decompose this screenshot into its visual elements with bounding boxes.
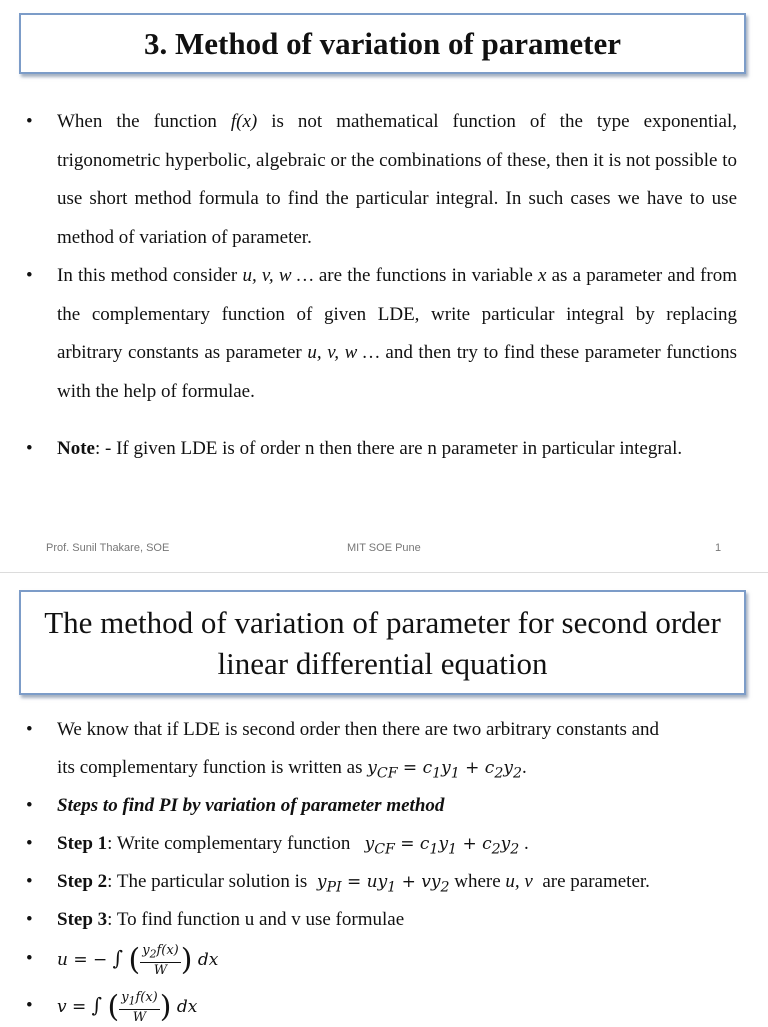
bullet-second-order-line1: • We know that if LDE is second order then there are two arbitrary constants and bbox=[0, 711, 768, 749]
spacer bbox=[0, 411, 768, 430]
bullet-dot: • bbox=[26, 909, 33, 930]
bullet-step-2: • Step 2: The particular solution is $y_{PI} = uy_1 + vy_2$ where u, v are parameter. bbox=[0, 863, 768, 901]
bullet-step-1: • Step 1: Write complementary function $y_{CF} = c_1y_1 + c_2y_2$ . bbox=[0, 825, 768, 863]
bullet-dot: • bbox=[26, 265, 33, 286]
bullet-steps-heading: • Steps to find PI by variation of parameter method bbox=[0, 787, 768, 825]
slide-2-bullet-list bbox=[0, 711, 768, 1025]
slide-1-bullet-list bbox=[0, 103, 768, 469]
bullet-function-type: • When the function f(x) is not mathematical function of the type exponential, trigonometric hyperbolic, algebraic or the combinations of these, then it is not possible to use short method formula to find the particular integral. In such cases we have to use method of variation of parameter. bbox=[0, 103, 768, 257]
slide-1-title: 3. Method of variation of parameter bbox=[144, 25, 621, 61]
bullet-method-description: • In this method consider u, v, w … are the functions in variable x as a parameter and from the complementary function of given LDE, write particular integral by replacing arbitrary constants as parameter u, v, w … and then try to find these parameter functions with the help of formulae. bbox=[0, 257, 768, 411]
bullet-dot: • bbox=[26, 833, 33, 854]
bullet-second-order-line2: its complementary function is written as $y_{CF} = c_1y_1 + c_2y_2$. bbox=[57, 757, 527, 782]
pi-equation: $y_{PI} = uy_1 + vy_2$ bbox=[316, 872, 450, 896]
v-formula: v = ∫ ( $\frac{y_1f(x)}{W}$ ) dx bbox=[57, 989, 198, 1025]
bullet-u-formula bbox=[0, 939, 768, 978]
bullet-v-formula bbox=[0, 986, 768, 1025]
slide-2-title: The method of variation of parameter for second order linear differential equation bbox=[44, 604, 721, 681]
bullet-dot: • bbox=[26, 948, 33, 969]
bullet-dot: • bbox=[26, 111, 33, 132]
bullet-dot: • bbox=[26, 995, 33, 1016]
footer-page-number: 1 bbox=[715, 542, 722, 554]
footer-author: Prof. Sunil Thakare, SOE bbox=[46, 542, 170, 554]
bullet-dot: • bbox=[26, 871, 33, 892]
cf-equation: $y_{CF} = c_1y_1 + c_2y_2$ bbox=[367, 758, 522, 782]
bullet-dot: • bbox=[26, 795, 33, 816]
footer-institute: MIT SOE Pune bbox=[347, 542, 421, 554]
bullet-dot: • bbox=[26, 719, 33, 740]
slide-1-title-box bbox=[19, 13, 746, 74]
u-formula: u = − ∫ ( $\frac{y_2f(x)}{W}$ ) dx bbox=[57, 942, 219, 978]
bullet-note: • Note: - If given LDE is of order n then there are n parameter in particular integral. bbox=[0, 430, 768, 469]
step1-cf-equation: $y_{CF} = c_1y_1 + c_2y_2$ bbox=[364, 834, 520, 858]
bullet-step-3: • Step 3: To find function u and v use formulae bbox=[0, 901, 768, 939]
slide-2 bbox=[0, 572, 768, 1025]
bullet-dot: • bbox=[26, 438, 33, 459]
slide-2-title-box bbox=[19, 590, 746, 695]
